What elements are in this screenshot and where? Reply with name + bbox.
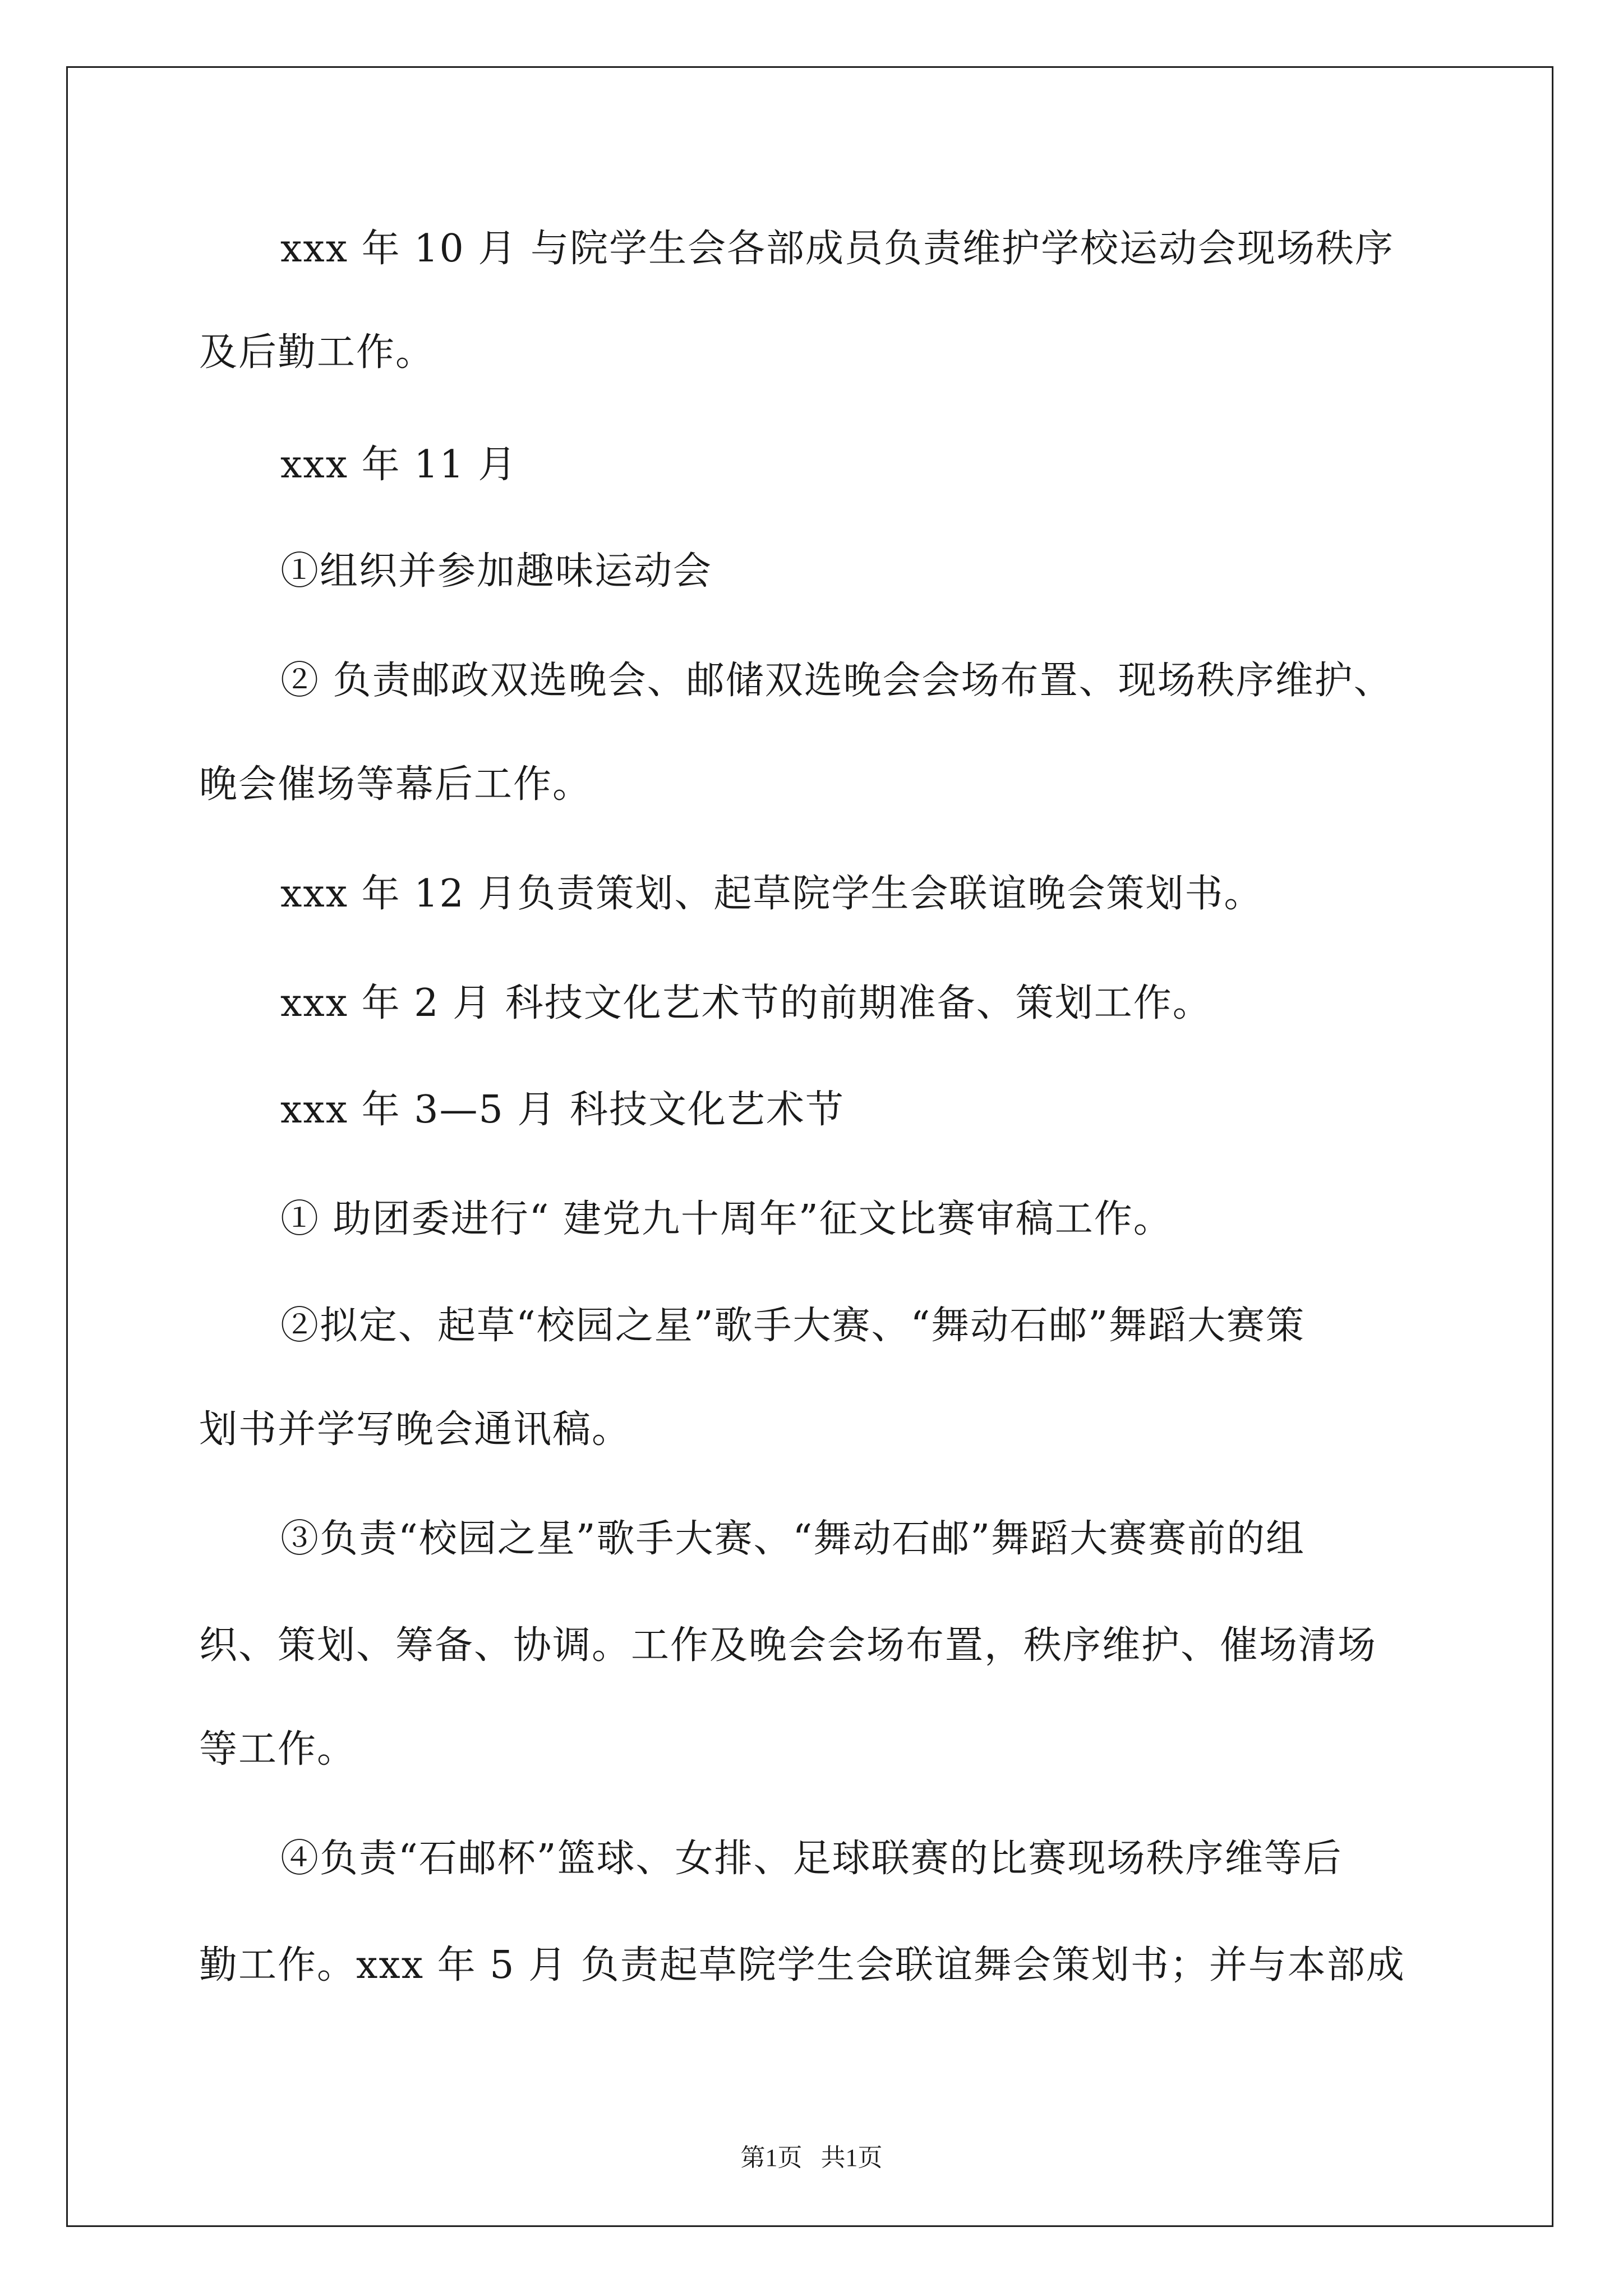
paragraph-line: 晚会催场等幕后工作。 [199,762,592,807]
paragraph-line: ①组织并参加趣味运动会 [280,549,713,593]
paragraph-line: ① 助团委进行“ 建党九十周年”征文比赛审稿工作。 [280,1197,1173,1241]
paragraph-line: ② 负责邮政双选晚会、邮储双选晚会会场布置、现场秩序维护、 [280,659,1393,703]
paragraph-line: 勤工作。xxx 年 5 月 负责起草院学生会联谊舞会策划书；并与本部成 [199,1943,1405,1987]
paragraph-line: xxx 年 3—5 月 科技文化艺术节 [280,1088,845,1132]
paragraph-line: 等工作。 [199,1727,357,1772]
paragraph-line: ④负责“石邮杯”篮球、女排、足球联赛的比赛现场秩序维等后 [280,1837,1343,1881]
page-footer: 第1页 共1页 [740,2144,883,2171]
paragraph-line: xxx 年 10 月 与院学生会各部成员负责维护学校运动会现场秩序 [280,227,1395,271]
paragraph-line: 织、策划、筹备、协调。工作及晚会会场布置，秩序维护、催场清场 [199,1623,1377,1668]
paragraph-line: xxx 年 11 月 [280,443,518,487]
paragraph-line: 及后勤工作。 [199,330,435,375]
paragraph-line: 划书并学写晚会通讯稿。 [199,1407,631,1452]
paragraph-line: ③负责“校园之星”歌手大赛、“舞动石邮”舞蹈大赛赛前的组 [280,1517,1306,1561]
page-border [66,66,1553,2227]
paragraph-line: xxx 年 12 月负责策划、起草院学生会联谊晚会策划书。 [280,872,1264,916]
paragraph-line: ②拟定、起草“校园之星”歌手大赛、“舞动石邮”舞蹈大赛策 [280,1304,1306,1348]
paragraph-line: xxx 年 2 月 科技文化艺术节的前期准备、策划工作。 [280,981,1212,1025]
